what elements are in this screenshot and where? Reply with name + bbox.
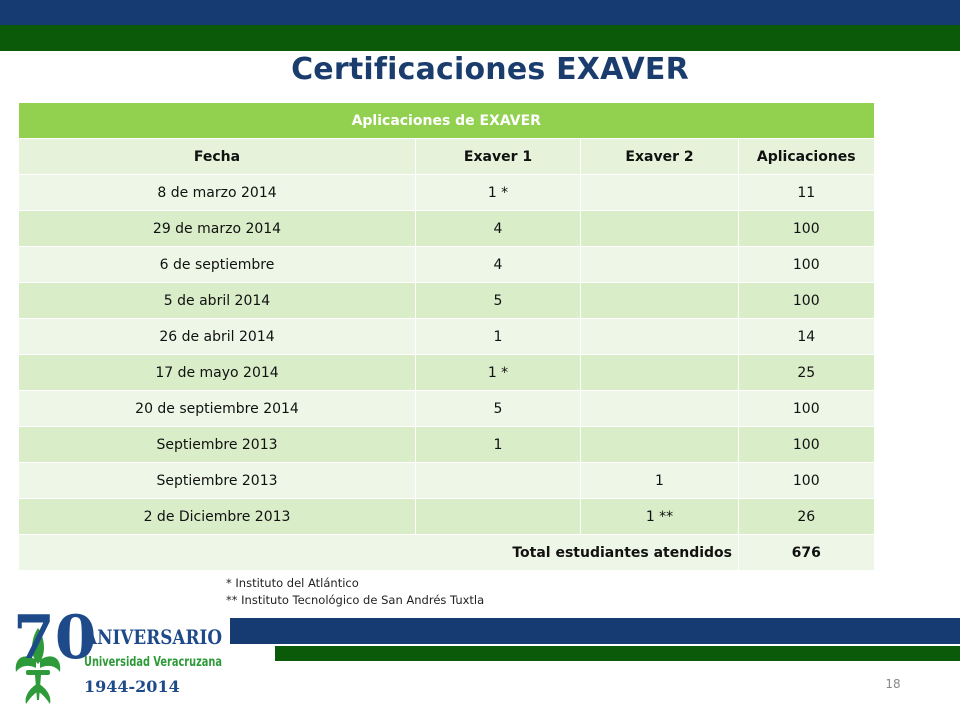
table-row [19,211,874,247]
table-row [19,247,874,283]
cell-exaver-1: 4 [416,247,581,283]
cell-fecha: 6 de septiembre [19,247,416,283]
cell-fecha: 2 de Diciembre 2013 [19,499,416,535]
table-row [19,319,874,355]
table-row [19,427,874,463]
cell-aplicaciones: 14 [739,319,874,355]
exaver-table [18,103,874,571]
table-row [19,283,874,319]
cell-exaver-2 [581,355,739,391]
cell-aplicaciones: 100 [739,463,874,499]
bottom-blue-bar [230,618,960,644]
footnote-2: ** Instituto Tecnológico de San Andrés Tuxtla [226,593,485,607]
cell-exaver-2 [581,211,739,247]
logo-number: 70 [13,603,97,673]
logo-years: 1944-2014 [84,677,180,696]
cell-fecha: 20 de septiembre 2014 [19,391,416,427]
cell-exaver-2 [581,319,739,355]
table-row [19,175,874,211]
cell-aplicaciones: 100 [739,427,874,463]
cell-exaver-1 [416,463,581,499]
cell-exaver-1: 4 [416,211,581,247]
cell-fecha: 8 de marzo 2014 [19,175,416,211]
cell-exaver-1: 5 [416,283,581,319]
bottom-green-bar [275,646,960,661]
column-header-exaver-1: Exaver 1 [416,139,581,175]
anniversary-logo [8,600,223,710]
footnotes [226,575,484,609]
cell-exaver-1: 1 [416,319,581,355]
cell-exaver-2 [581,247,739,283]
logo-line1: ANIVERSARIO [83,625,223,649]
table-row [19,499,874,535]
table-row [19,463,874,499]
cell-exaver-1: 5 [416,391,581,427]
cell-aplicaciones: 100 [739,211,874,247]
slide-title: Certificaciones EXAVER [291,52,689,87]
cell-aplicaciones: 100 [739,391,874,427]
cell-exaver-1 [416,499,581,535]
column-header-fecha: Fecha [19,139,416,175]
cell-exaver-1: 1 [416,427,581,463]
cell-exaver-1: 1 * [416,355,581,391]
table-caption: Aplicaciones de EXAVER [19,103,874,139]
cell-aplicaciones: 100 [739,283,874,319]
cell-exaver-2 [581,427,739,463]
cell-exaver-2 [581,391,739,427]
cell-fecha: 29 de marzo 2014 [19,211,416,247]
cell-aplicaciones: 25 [739,355,874,391]
cell-fecha: 17 de mayo 2014 [19,355,416,391]
cell-fecha: Septiembre 2013 [19,463,416,499]
cell-exaver-1: 1 * [416,175,581,211]
total-value: 676 [739,535,874,571]
top-blue-bar [0,0,960,25]
cell-aplicaciones: 26 [739,499,874,535]
cell-aplicaciones: 100 [739,247,874,283]
table-row [19,355,874,391]
column-header-exaver-2: Exaver 2 [581,139,739,175]
cell-exaver-2: 1 ** [581,499,739,535]
cell-fecha: Septiembre 2013 [19,427,416,463]
cell-aplicaciones: 11 [739,175,874,211]
cell-exaver-2: 1 [581,463,739,499]
cell-exaver-2 [581,175,739,211]
top-green-bar [0,25,960,51]
page-number: 18 [885,677,901,691]
total-label: Total estudiantes atendidos [19,535,739,571]
logo-line2: Universidad Veracruzana [84,654,222,670]
table-row [19,391,874,427]
cell-fecha: 26 de abril 2014 [19,319,416,355]
column-header-aplicaciones: Aplicaciones [739,139,874,175]
cell-fecha: 5 de abril 2014 [19,283,416,319]
footnote-1: * Instituto del Atlántico [226,576,359,590]
cell-exaver-2 [581,283,739,319]
